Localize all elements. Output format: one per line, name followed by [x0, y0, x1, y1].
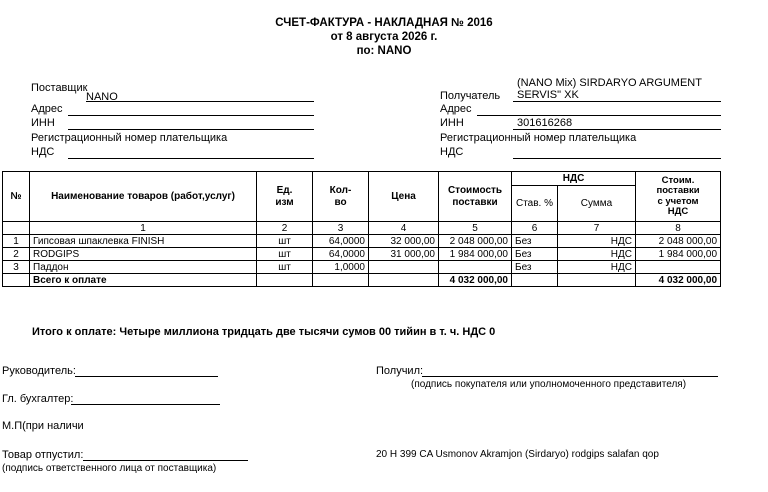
row-unit: шт [257, 248, 313, 261]
row-nds-sum: НДС [558, 248, 636, 261]
column-number: 7 [558, 222, 636, 235]
row-price [369, 261, 439, 274]
row-unit: шт [257, 261, 313, 274]
column-number: 5 [439, 222, 512, 235]
receiver-reg-label: Регистрационный номер плательщика [440, 132, 637, 144]
total-label: Всего к оплате [30, 274, 257, 287]
released-label: Товар отпустил: [2, 449, 84, 461]
row-name: Гипсовая шпаклевка FINISH [30, 235, 257, 248]
column-number [3, 222, 30, 235]
total-with-nds: 4 032 000,00 [636, 274, 721, 287]
column-number: 8 [636, 222, 721, 235]
total-blank [257, 274, 313, 287]
document-title: СЧЕТ-ФАКТУРА - НАКЛАДНАЯ № 2016 [275, 17, 493, 29]
header-price: Цена [369, 172, 439, 222]
column-number: 6 [512, 222, 558, 235]
row-cost: 2 048 000,00 [439, 235, 512, 248]
invoice-table [2, 171, 721, 287]
received-note: (подпись покупателя или уполномоченного представителя) [411, 379, 687, 390]
released-signature-line [83, 460, 248, 461]
row-nds-rate: Без [512, 261, 558, 274]
receiver-value-line1: (NANO Mix) SIRDARYO ARGUMENT [517, 77, 702, 89]
row-qty: 64,0000 [313, 235, 369, 248]
document-by: по: NANO [356, 45, 412, 57]
receiver-inn-value: 301616268 [517, 117, 573, 129]
receiver-underline [513, 101, 721, 102]
row-name: Паддон [30, 261, 257, 274]
row-cost: 1 984 000,00 [439, 248, 512, 261]
row-unit: шт [257, 235, 313, 248]
row-nds-sum: НДС [558, 235, 636, 248]
header-nds-sum: Сумма [558, 186, 636, 222]
header-qty: Кол- во [313, 172, 369, 222]
supplier-address-label: Адрес [31, 103, 63, 115]
row-no: 1 [3, 235, 30, 248]
row-cost [439, 261, 512, 274]
header-total: Стоим. поставки с учетом НДС [636, 172, 721, 222]
vehicle-info: 20 H 399 CA Usmonov Akramjon (Sirdaryo) rodgips salafan qop [376, 449, 659, 460]
accountant-signature-line [71, 404, 220, 405]
row-qty: 1,0000 [313, 261, 369, 274]
row-qty: 64,0000 [313, 248, 369, 261]
header-name: Наименование товаров (работ,услуг) [30, 172, 257, 222]
supplier-nds-label: НДС [31, 146, 55, 158]
accountant-label: Гл. бухгалтер: [2, 393, 74, 405]
receiver-inn-underline [513, 129, 721, 130]
header-nds: НДС [512, 172, 636, 186]
receiver-nds-underline [513, 158, 721, 159]
supplier-inn-underline [68, 129, 314, 130]
total-in-words: Итого к оплате: Четыре миллиона тридцать две тысячи сумов 00 тийин в т. ч. НДС 0 [32, 326, 496, 338]
row-nds-rate: Без [512, 248, 558, 261]
director-signature-line [75, 376, 218, 377]
total-row [3, 274, 721, 287]
receiver-inn-label: ИНН [440, 117, 464, 129]
table-row [3, 261, 721, 274]
row-nds-rate: Без [512, 235, 558, 248]
total-blank [369, 274, 439, 287]
supplier-nds-underline [68, 158, 314, 159]
director-label: Руководитель: [2, 365, 76, 377]
supplier-address-underline [68, 115, 314, 116]
total-blank [512, 274, 558, 287]
row-price: 32 000,00 [369, 235, 439, 248]
header-cost: Стоимость поставки [439, 172, 512, 222]
supplier-underline [86, 101, 314, 102]
receiver-address-underline [477, 115, 721, 116]
row-total [636, 261, 721, 274]
header-no: № [3, 172, 30, 222]
table-row [3, 248, 721, 261]
received-signature-line [422, 376, 718, 377]
column-number: 1 [30, 222, 257, 235]
row-no: 2 [3, 248, 30, 261]
header-unit: Ед. изм [257, 172, 313, 222]
supplier-value: NANO [86, 91, 118, 103]
supplier-reg-label: Регистрационный номер плательщика [31, 132, 228, 144]
received-label: Получил: [376, 365, 424, 377]
receiver-nds-label: НДС [440, 146, 464, 158]
supplier-inn-label: ИНН [31, 117, 55, 129]
released-note: (подпись ответственного лица от поставщика) [2, 463, 217, 474]
column-number: 3 [313, 222, 369, 235]
document-date: от 8 августа 2026 г. [330, 31, 438, 43]
row-total: 1 984 000,00 [636, 248, 721, 261]
row-no: 3 [3, 261, 30, 274]
row-total: 2 048 000,00 [636, 235, 721, 248]
receiver-address-label: Адрес [440, 103, 472, 115]
receiver-value-line2: SERVIS" XK [517, 89, 579, 101]
receiver-label: Получатель [440, 90, 501, 102]
table-row [3, 235, 721, 248]
row-price: 31 000,00 [369, 248, 439, 261]
row-name: RODGIPS [30, 248, 257, 261]
header-nds-rate: Став. % [512, 186, 558, 222]
stamp-label: М.П(при наличи [2, 420, 84, 432]
supplier-label: Поставщик [31, 82, 88, 94]
column-number: 2 [257, 222, 313, 235]
total-blank [558, 274, 636, 287]
column-number: 4 [369, 222, 439, 235]
total-blank [313, 274, 369, 287]
total-cost: 4 032 000,00 [439, 274, 512, 287]
row-nds-sum: НДС [558, 261, 636, 274]
total-blank [3, 274, 30, 287]
column-number-row [3, 222, 721, 235]
